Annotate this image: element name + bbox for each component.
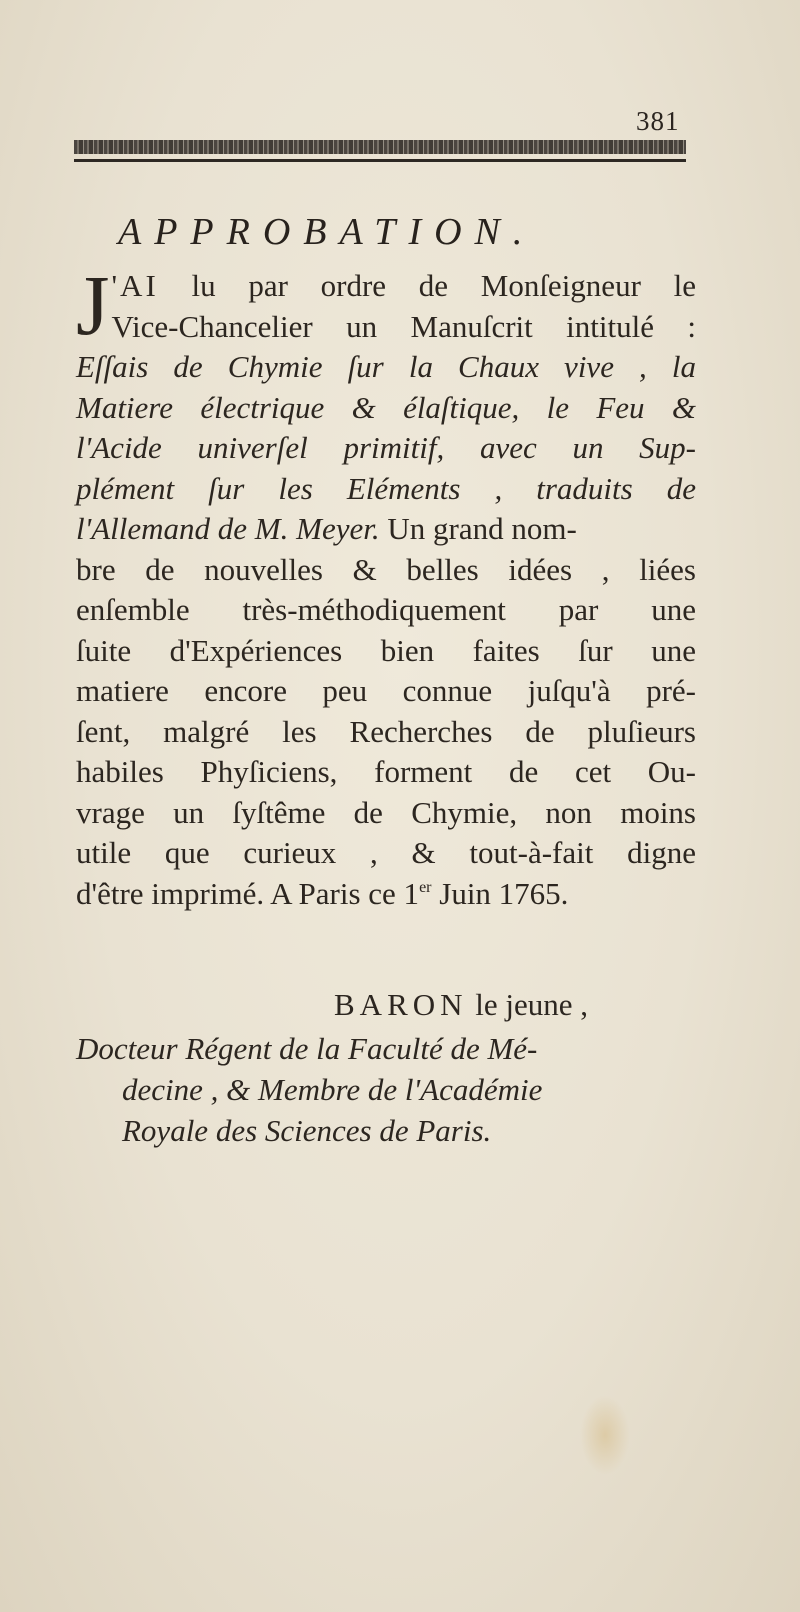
text-line-7-italic: l'Allemand de M. Meyer. [76, 511, 380, 546]
text-line-10: ſuite d'Expériences bien faites ſur une [76, 632, 696, 668]
text-line-6: plément ſur les Eléments , traduits de [76, 470, 696, 506]
text-line-7 [76, 509, 696, 550]
signature-block [76, 984, 696, 1151]
drop-cap: J [76, 257, 110, 353]
text-line-15: utile que curieux , & tout-à-fait digne [76, 835, 696, 870]
signatory-surname: BARON [334, 987, 468, 1022]
ornament-rule [74, 159, 686, 162]
signatory-title-line-1: Docteur Régent de la Faculté de Mé- [76, 1031, 538, 1066]
page-number: 381 [636, 106, 680, 136]
text-line-13: habiles Phyſiciens, forment de cet Ou- [76, 754, 696, 789]
approbation-text [76, 257, 696, 914]
text-line-4: Matiere électrique & élaſtique, le Feu & [76, 389, 696, 425]
text-line-9: enſemble très-méthodiquement par une [76, 592, 696, 627]
text-line-12: ſent, malgré les Recherches de pluſieurs [76, 713, 696, 749]
text-line-16 [76, 874, 696, 915]
text-line-5: l'Acide univerſel primitif, avec un Sup- [76, 430, 696, 465]
signatory-name [76, 984, 696, 1028]
header-ornament [74, 140, 686, 166]
text-line-16-a: d'être imprimé. A Paris ce 1 [76, 875, 420, 911]
text-line-1-rest: lu par ordre de Monſeigneur le [158, 268, 696, 303]
text-line-8: bre de nouvelles & belles idées , liées [76, 551, 696, 587]
signatory-title-line-2: decine , & Membre de l'Académie [122, 1072, 543, 1107]
signatory-title-line-3: Royale des Sciences de Paris. [122, 1113, 492, 1148]
opening-caps: 'AI [111, 268, 159, 303]
text-line-1 [76, 266, 696, 307]
text-line-16-b: Juin 1765. [431, 875, 569, 911]
text-line-2: Vice-Chancelier un Manuſcrit intitulé : [111, 308, 696, 344]
section-heading: APPROBATION. [118, 211, 536, 253]
text-line-3: Eſſais de Chymie ſur la Chaux vive , la [76, 349, 696, 384]
ordinal-superscript: er [419, 878, 432, 896]
text-line-11: matiere encore peu connue juſqu'à pré- [76, 673, 696, 708]
ornament-band [74, 140, 686, 154]
text-line-7-rest: Un grand nom- [379, 511, 577, 546]
paper-stain [580, 1395, 630, 1475]
signatory-suffix: le jeune , [467, 987, 589, 1022]
text-line-14: vrage un ſyſtême de Chymie, non moins [76, 794, 696, 830]
